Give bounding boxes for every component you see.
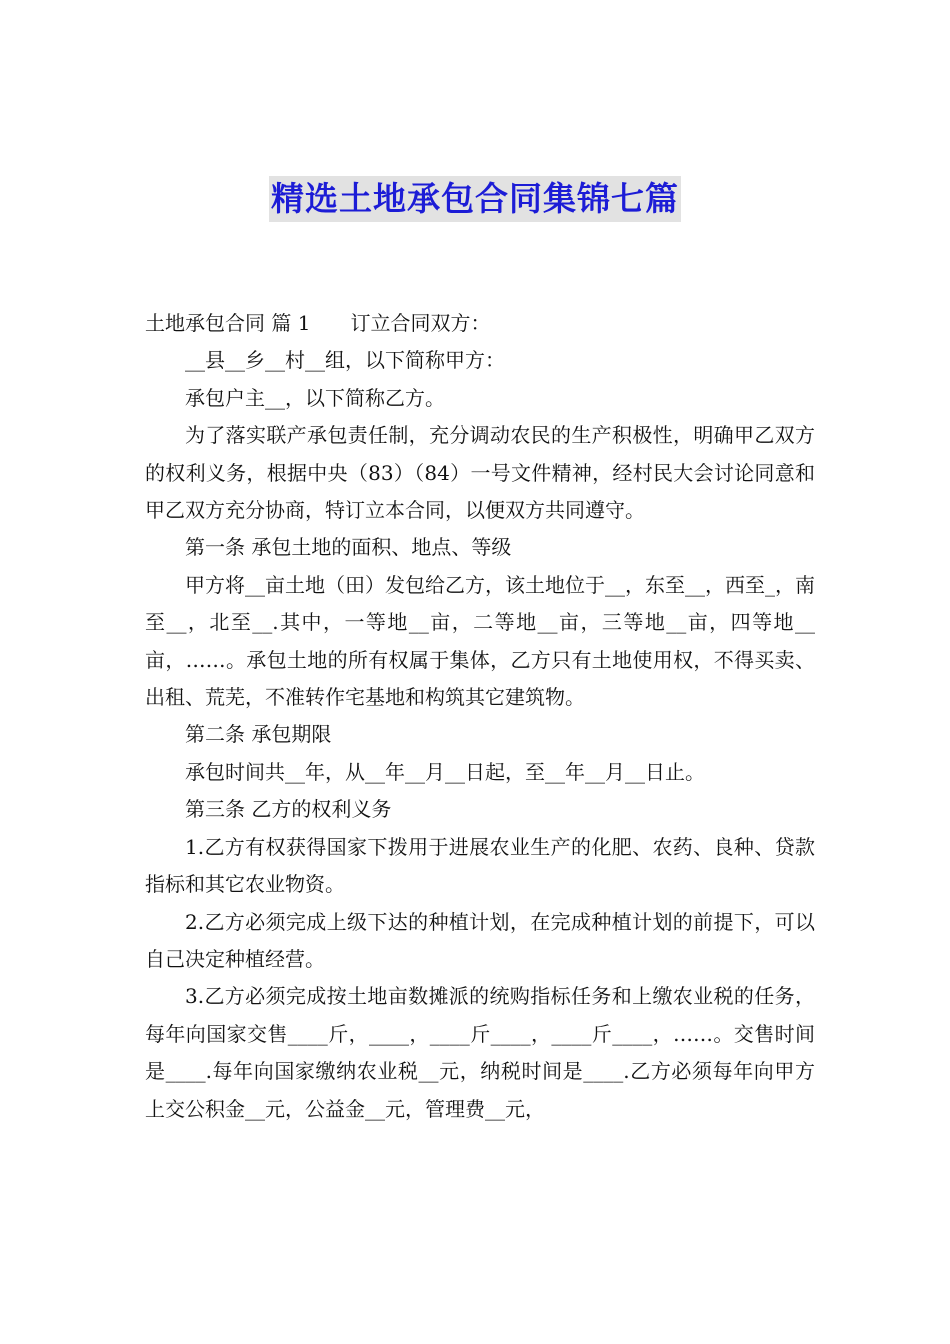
article-1-body: 甲方将__亩土地（田）发包给乙方，该土地位于__，东至__，西至_，南至__，北至__.其中，一等地__亩，二等地__亩，三等地__亩，四等地__亩，……。承包土地的所有权属于集体，乙方只有土地使用权，不得买卖、出租、荒芜，不准转作宅基地和构筑其它建筑物。 <box>145 572 815 710</box>
article-3-heading: 第三条 乙方的权利义务 <box>185 797 392 822</box>
document-body <box>145 305 815 1128</box>
article-1-heading: 第一条 承包土地的面积、地点、等级 <box>185 535 512 560</box>
contract-heading-label: 土地承包合同 篇 1 <box>145 311 311 335</box>
title-wrap <box>0 176 950 222</box>
article-3-item-1: 1.乙方有权获得国家下拨用于进展农业生产的化肥、农药、良种、贷款指标和其它农业物资。 <box>145 834 815 897</box>
paragraph-preamble: 为了落实联产承包责任制，充分调动农民的生产积极性，明确甲乙双方的权利义务，根据中央（83）（84）一号文件精神，经村民大会讨论同意和甲乙双方充分协商，特订立本合同，以便双方共同遵守。 <box>145 423 815 523</box>
article-2-heading: 第二条 承包期限 <box>185 722 332 747</box>
article-2-body: 承包时间共__年，从__年__月__日起，至__年__月__日止。 <box>185 759 705 784</box>
contract-heading-line <box>145 305 815 342</box>
contract-heading-rest: 订立合同双方： <box>350 311 491 335</box>
document-title: 精选土地承包合同集锦七篇 <box>269 176 681 222</box>
paragraph-party-b: 承包户主__，以下简称乙方。 <box>185 385 445 410</box>
article-3-item-2: 2.乙方必须完成上级下达的种植计划，在完成种植计划的前提下，可以自己决定种植经营。 <box>145 909 815 971</box>
article-3-item-3: 3.乙方必须完成按土地亩数摊派的统购指标任务和上缴农业税的任务，每年向国家交售____斤，____，____斤____，____斤____，……。交售时间是____.每年向国家缴纳农业税__元，纳税时间是____.乙方必须每年向甲方上交公积金__元，公益金__元，管理费__元， <box>145 984 815 1121</box>
paragraph-party-a: __县__乡__村__组，以下简称甲方： <box>185 348 505 373</box>
